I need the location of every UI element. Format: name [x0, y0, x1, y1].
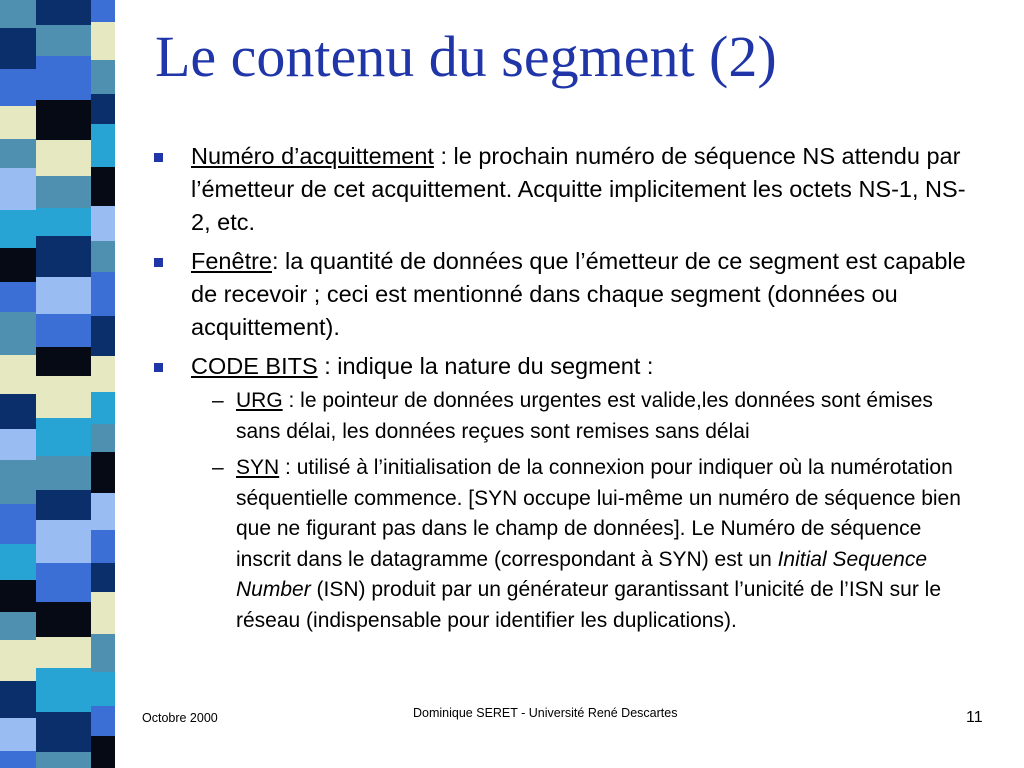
- stripe-block: [0, 69, 36, 106]
- stripe-block: [0, 139, 36, 168]
- stripe-block: [0, 504, 36, 544]
- stripe-block: [91, 356, 115, 392]
- stripe-block: [91, 0, 115, 22]
- stripe-block: [36, 490, 91, 520]
- bullet-list: [150, 140, 980, 642]
- stripe-block: [91, 94, 115, 124]
- stripe-block: [91, 60, 115, 94]
- stripe-block: [0, 282, 36, 312]
- stripe-block: [91, 493, 115, 530]
- stripe-block: [91, 424, 115, 452]
- italic-term: Initial Sequence Number: [236, 547, 928, 601]
- stripe-block: [91, 124, 115, 167]
- sub-item-syn: [191, 453, 980, 636]
- stripe-block: [91, 592, 115, 634]
- stripe-block: [36, 520, 91, 563]
- stripe-block: [91, 272, 115, 316]
- square-bullet-icon: [154, 258, 163, 267]
- stripe-column: [0, 0, 36, 768]
- stripe-block: [0, 580, 36, 612]
- stripe-block: [36, 347, 91, 376]
- list-item-acknowledgement: [150, 140, 980, 239]
- footer-author: Dominique SERET - Université René Descartes: [413, 706, 678, 720]
- stripe-block: [91, 167, 115, 206]
- stripe-block: [91, 316, 115, 356]
- stripe-block: [0, 718, 36, 751]
- item-description-continued: (ISN) produit par un générateur garantissant l’unicité de l’ISN sur le réseau (indispensable pour identifier les duplications).: [236, 578, 942, 632]
- list-item-window: [150, 245, 980, 344]
- square-bullet-icon: [154, 153, 163, 162]
- sub-list: [191, 386, 980, 636]
- item-description: : le pointeur de données urgentes est valide,les données sont émises sans délai, les données reçues sont remises sans délai: [236, 389, 933, 443]
- stripe-block: [0, 681, 36, 718]
- stripe-block: [0, 640, 36, 681]
- stripe-block: [36, 236, 91, 277]
- stripe-block: [91, 563, 115, 592]
- stripe-block: [91, 206, 115, 241]
- stripe-block: [36, 456, 91, 490]
- list-item-code-bits: [150, 350, 980, 636]
- stripe-block: [0, 751, 36, 768]
- stripe-block: [0, 210, 36, 248]
- decorative-stripe-band: [0, 0, 115, 768]
- item-description: : indique la nature du segment :: [317, 353, 654, 379]
- sub-item-urg: [191, 386, 980, 447]
- stripe-block: [91, 672, 115, 706]
- stripe-block: [0, 312, 36, 355]
- stripe-block: [91, 634, 115, 672]
- footer-date: Octobre 2000: [142, 711, 218, 725]
- stripe-block: [0, 28, 36, 69]
- stripe-block: [91, 530, 115, 563]
- stripe-block: [36, 563, 91, 602]
- term-label: CODE BITS: [191, 353, 318, 379]
- stripe-block: [36, 100, 91, 140]
- stripe-block: [91, 241, 115, 272]
- stripe-block: [36, 418, 91, 456]
- stripe-block: [36, 25, 91, 56]
- term-label: Numéro d’acquittement: [191, 143, 434, 169]
- stripe-block: [36, 602, 91, 637]
- dash-bullet-icon: –: [212, 389, 224, 412]
- stripe-block: [36, 0, 91, 25]
- stripe-block: [36, 314, 91, 347]
- stripe-block: [0, 0, 36, 28]
- term-label: SYN: [236, 456, 280, 479]
- stripe-block: [0, 394, 36, 429]
- slide-title: Le contenu du segment (2): [155, 24, 777, 89]
- square-bullet-icon: [154, 363, 163, 372]
- stripe-block: [36, 176, 91, 208]
- stripe-block: [36, 752, 91, 768]
- page-number: 11: [966, 709, 983, 726]
- stripe-block: [0, 460, 36, 504]
- item-description: : le prochain numéro de séquence NS attendu par l’émetteur de cet acquittement. Acquitte implicitement les octets NS-1, NS-2, etc.: [191, 143, 966, 235]
- stripe-block: [0, 355, 36, 394]
- stripe-block: [0, 612, 36, 640]
- stripe-block: [91, 22, 115, 60]
- item-description: : utilisé à l’initialisation de la connexion pour indiquer où la numérotation séquentielle commence. [SYN occupe lui-même un numéro de séquence bien que ne figurant pas dans le champ de données]. Le Numéro de séquence inscrit dans le datagramme (correspondant à SYN) est un: [236, 456, 961, 571]
- stripe-block: [91, 392, 115, 424]
- dash-bullet-icon: –: [212, 456, 224, 479]
- item-description: : la quantité de données que l’émetteur de ce segment est capable de recevoir ; ceci est mentionné dans chaque segment (données ou acquittement).: [191, 248, 966, 340]
- stripe-block: [91, 452, 115, 493]
- stripe-column: [36, 0, 91, 768]
- term-label: Fenêtre: [191, 248, 272, 274]
- stripe-block: [36, 56, 91, 100]
- stripe-block: [0, 168, 36, 210]
- stripe-block: [36, 637, 91, 668]
- stripe-block: [0, 248, 36, 282]
- stripe-block: [36, 376, 91, 418]
- stripe-block: [91, 706, 115, 736]
- stripe-block: [36, 208, 91, 236]
- stripe-block: [36, 712, 91, 752]
- stripe-column: [91, 0, 115, 768]
- stripe-block: [36, 140, 91, 176]
- stripe-block: [36, 277, 91, 314]
- stripe-block: [0, 429, 36, 460]
- stripe-block: [91, 736, 115, 768]
- term-label: URG: [236, 389, 283, 412]
- stripe-block: [0, 544, 36, 580]
- stripe-block: [0, 106, 36, 139]
- stripe-block: [36, 668, 91, 712]
